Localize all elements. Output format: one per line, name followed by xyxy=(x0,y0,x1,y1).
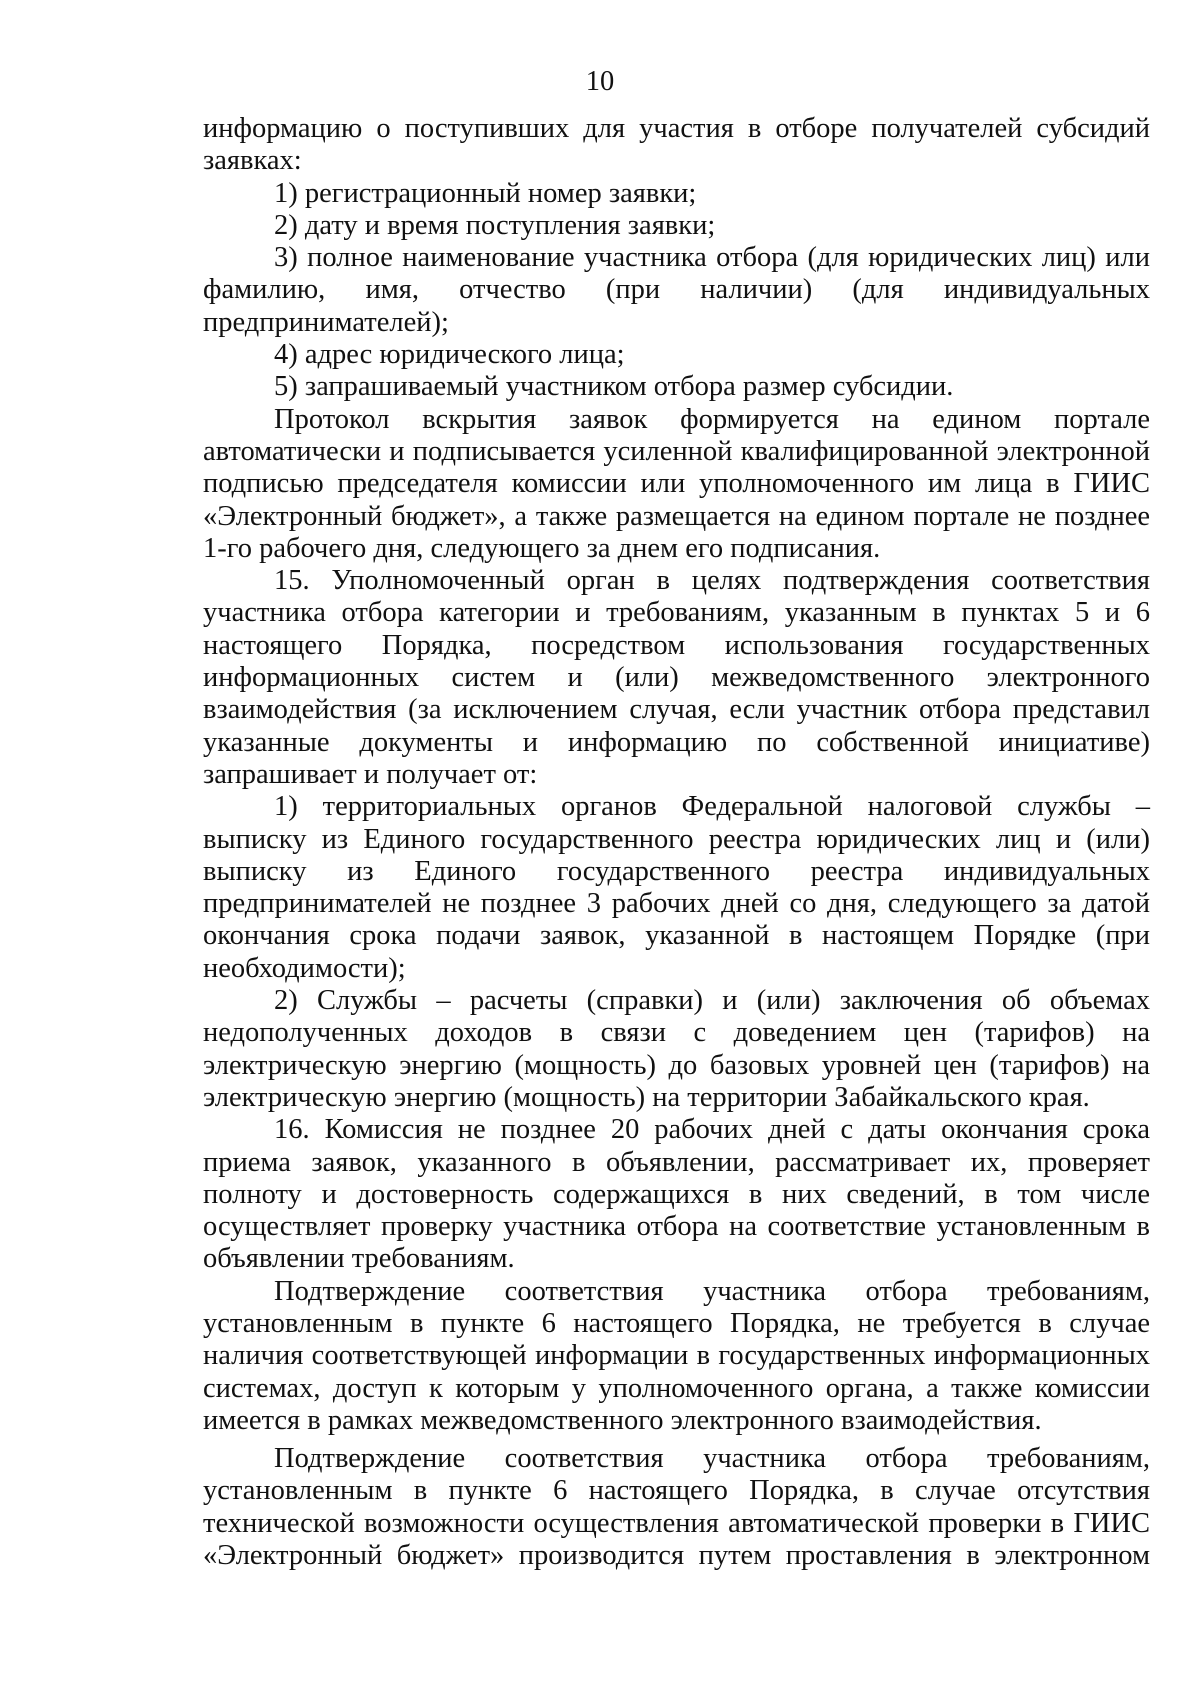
list-item-registration-number: 1) регистрационный номер заявки; xyxy=(274,177,697,209)
paragraph-confirmation-manual: Подтверждение соответствия участника отбора требованиям, установленным в пункте 6 настоящего Порядка, в случае отсутствия технической возможности осуществления автоматической проверки в ГИИС «Электронный бюджет» производится путем проставления в электронном xyxy=(203,1443,1150,1572)
paragraph-applications-info: информацию о поступивших для участия в отборе получателей субсидий заявках: xyxy=(203,113,1150,177)
paragraph-opening-protocol: Протокол вскрытия заявок формируется на едином портале автоматически и подписывается усиленной квалифицированной электронной подписью председателя комиссии или уполномоченного им лица в ГИИС «Электронный бюджет», а также размещается на едином портале не позднее 1-го рабочего дня, следующего за днем его подписания. xyxy=(203,403,1150,564)
list-item-participant-name: 3) полное наименование участника отбора (для юридических лиц) или фамилию, имя, отчество (при наличии) (для индивидуальных предпринимателей); xyxy=(203,242,1150,338)
list-item-subsidy-amount: 5) запрашиваемый участником отбора размер субсидии. xyxy=(274,371,954,403)
list-item-service-calculations: 2) Службы – расчеты (справки) и (или) заключения об объемах недополученных доходов в связи с доведением цен (тарифов) на электрическую энергию (мощность) до базовых уровней цен (тарифов) на электрическую энергию (мощность) на территории Забайкальского края. xyxy=(203,985,1150,1113)
list-item-date-time: 2) дату и время поступления заявки; xyxy=(274,209,716,241)
paragraph-confirmation-not-required: Подтверждение соответствия участника отбора требованиям, установленным в пункте 6 настоящего Порядка, не требуется в случае наличия соответствующей информации в государственных информационных системах, доступ к которым у уполномоченного органа, а также комиссии имеется в рамках межведомственного электронного взаимодействия. xyxy=(203,1275,1150,1436)
list-item-tax-service: 1) территориальных органов Федеральной налоговой службы – выписку из Единого государственного реестра юридических лиц и (или) выписку из Единого государственного реестра индивидуальных предпринимателей не позднее 3 рабочих дней со дня, следующего за датой окончания срока подачи заявок, указанной в настоящем Порядке (при необходимости); xyxy=(203,791,1150,984)
paragraph-item-15: 15. Уполномоченный орган в целях подтверждения соответствия участника отбора категории и требованиям, указанным в пунктах 5 и 6 настоящего Порядка, посредством использования государственных информационных систем и (или) межведомственного электронного взаимодействия (за исключением случая, если участник отбора представил указанные документы и информацию по собственной инициативе) запрашивает и получает от: xyxy=(203,565,1150,790)
page-number: 10 xyxy=(585,66,615,97)
document-body xyxy=(203,113,1150,1572)
list-item-legal-address: 4) адрес юридического лица; xyxy=(274,339,625,371)
paragraph-item-16: 16. Комиссия не позднее 20 рабочих дней с даты окончания срока приема заявок, указанного в объявлении, рассматривает их, проверяет полноту и достоверность содержащихся в них сведений, в том числе осуществляет проверку участника отбора на соответствие установленным в объявлении требованиям. xyxy=(203,1114,1150,1275)
